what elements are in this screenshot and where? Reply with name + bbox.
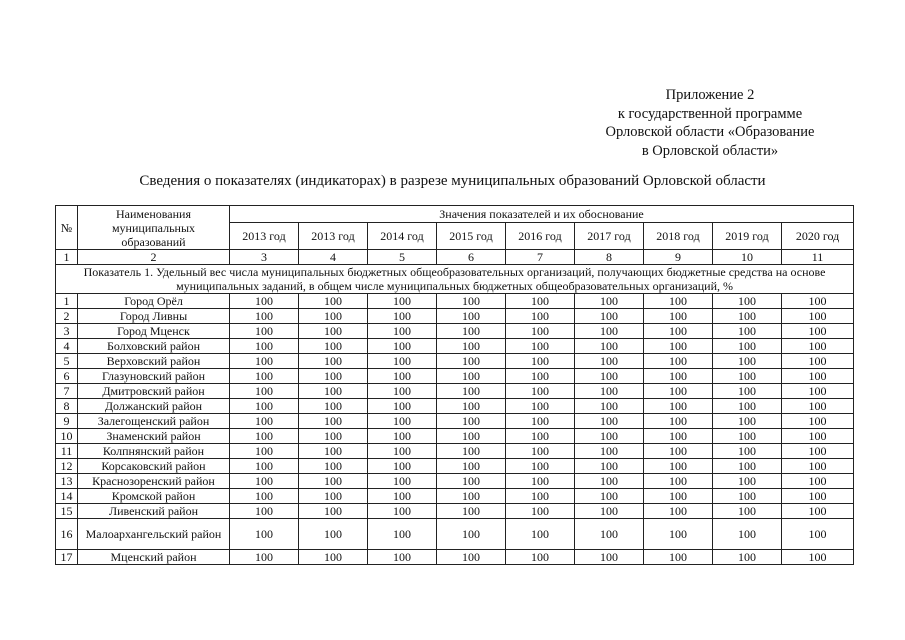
column-number: 10 bbox=[713, 250, 782, 265]
value-cell: 100 bbox=[299, 324, 368, 339]
row-number: 16 bbox=[56, 519, 78, 550]
column-number: 3 bbox=[230, 250, 299, 265]
table-row bbox=[56, 324, 854, 339]
municipality-name: Верховский район bbox=[78, 354, 230, 369]
value-cell: 100 bbox=[437, 369, 506, 384]
value-cell: 100 bbox=[368, 309, 437, 324]
value-cell: 100 bbox=[575, 414, 644, 429]
value-cell: 100 bbox=[713, 429, 782, 444]
value-cell: 100 bbox=[230, 384, 299, 399]
municipality-name: Болховский район bbox=[78, 339, 230, 354]
value-cell: 100 bbox=[644, 309, 713, 324]
municipality-name: Город Ливны bbox=[78, 309, 230, 324]
appendix-line: к государственной программе bbox=[617, 105, 803, 122]
value-cell: 100 bbox=[506, 429, 575, 444]
municipality-name: Город Мценск bbox=[78, 324, 230, 339]
value-cell: 100 bbox=[575, 550, 644, 565]
column-number: 1 bbox=[56, 250, 78, 265]
value-cell: 100 bbox=[230, 324, 299, 339]
value-cell: 100 bbox=[782, 354, 854, 369]
value-cell: 100 bbox=[644, 339, 713, 354]
value-cell: 100 bbox=[437, 550, 506, 565]
value-cell: 100 bbox=[575, 384, 644, 399]
value-cell: 100 bbox=[299, 519, 368, 550]
value-cell: 100 bbox=[575, 309, 644, 324]
value-cell: 100 bbox=[230, 339, 299, 354]
table-row bbox=[56, 504, 854, 519]
value-cell: 100 bbox=[368, 489, 437, 504]
value-cell: 100 bbox=[299, 474, 368, 489]
value-cell: 100 bbox=[368, 504, 437, 519]
value-cell: 100 bbox=[230, 369, 299, 384]
value-cell: 100 bbox=[368, 384, 437, 399]
value-cell: 100 bbox=[644, 504, 713, 519]
value-cell: 100 bbox=[437, 294, 506, 309]
row-number: 4 bbox=[56, 339, 78, 354]
value-cell: 100 bbox=[644, 354, 713, 369]
value-cell: 100 bbox=[713, 294, 782, 309]
value-cell: 100 bbox=[713, 474, 782, 489]
header-year: 2014 год bbox=[368, 223, 437, 250]
value-cell: 100 bbox=[644, 399, 713, 414]
table-row bbox=[56, 489, 854, 504]
value-cell: 100 bbox=[782, 309, 854, 324]
column-number: 9 bbox=[644, 250, 713, 265]
value-cell: 100 bbox=[782, 489, 854, 504]
value-cell: 100 bbox=[575, 369, 644, 384]
row-number: 7 bbox=[56, 384, 78, 399]
value-cell: 100 bbox=[575, 504, 644, 519]
value-cell: 100 bbox=[644, 429, 713, 444]
value-cell: 100 bbox=[575, 339, 644, 354]
value-cell: 100 bbox=[368, 369, 437, 384]
municipality-name: Малоархангельский район bbox=[78, 519, 230, 550]
value-cell: 100 bbox=[644, 384, 713, 399]
value-cell: 100 bbox=[713, 399, 782, 414]
value-cell: 100 bbox=[575, 429, 644, 444]
value-cell: 100 bbox=[713, 504, 782, 519]
row-number: 15 bbox=[56, 504, 78, 519]
value-cell: 100 bbox=[782, 399, 854, 414]
value-cell: 100 bbox=[506, 384, 575, 399]
value-cell: 100 bbox=[782, 339, 854, 354]
value-cell: 100 bbox=[230, 444, 299, 459]
value-cell: 100 bbox=[782, 384, 854, 399]
value-cell: 100 bbox=[506, 309, 575, 324]
row-number: 1 bbox=[56, 294, 78, 309]
row-number: 12 bbox=[56, 459, 78, 474]
value-cell: 100 bbox=[299, 550, 368, 565]
value-cell: 100 bbox=[782, 429, 854, 444]
value-cell: 100 bbox=[782, 414, 854, 429]
value-cell: 100 bbox=[575, 519, 644, 550]
value-cell: 100 bbox=[437, 504, 506, 519]
header-year: 2019 год bbox=[713, 223, 782, 250]
row-number: 9 bbox=[56, 414, 78, 429]
column-number: 4 bbox=[299, 250, 368, 265]
value-cell: 100 bbox=[299, 489, 368, 504]
value-cell: 100 bbox=[437, 474, 506, 489]
value-cell: 100 bbox=[368, 429, 437, 444]
value-cell: 100 bbox=[575, 294, 644, 309]
value-cell: 100 bbox=[230, 504, 299, 519]
value-cell: 100 bbox=[230, 309, 299, 324]
value-cell: 100 bbox=[299, 384, 368, 399]
header-year: 2016 год bbox=[506, 223, 575, 250]
value-cell: 100 bbox=[644, 294, 713, 309]
value-cell: 100 bbox=[782, 504, 854, 519]
value-cell: 100 bbox=[782, 294, 854, 309]
header-year: 2020 год bbox=[782, 223, 854, 250]
value-cell: 100 bbox=[437, 339, 506, 354]
value-cell: 100 bbox=[230, 414, 299, 429]
value-cell: 100 bbox=[713, 550, 782, 565]
value-cell: 100 bbox=[506, 414, 575, 429]
value-cell: 100 bbox=[230, 429, 299, 444]
indicators-table bbox=[55, 205, 854, 565]
value-cell: 100 bbox=[713, 309, 782, 324]
table-row bbox=[56, 414, 854, 429]
appendix-line: Приложение 2 bbox=[665, 87, 755, 103]
value-cell: 100 bbox=[782, 550, 854, 565]
value-cell: 100 bbox=[506, 519, 575, 550]
value-cell: 100 bbox=[506, 459, 575, 474]
value-cell: 100 bbox=[575, 324, 644, 339]
value-cell: 100 bbox=[299, 414, 368, 429]
value-cell: 100 bbox=[506, 550, 575, 565]
value-cell: 100 bbox=[713, 444, 782, 459]
value-cell: 100 bbox=[437, 429, 506, 444]
municipality-name: Город Орёл bbox=[78, 294, 230, 309]
value-cell: 100 bbox=[230, 459, 299, 474]
value-cell: 100 bbox=[506, 399, 575, 414]
value-cell: 100 bbox=[782, 519, 854, 550]
value-cell: 100 bbox=[506, 369, 575, 384]
value-cell: 100 bbox=[575, 459, 644, 474]
value-cell: 100 bbox=[644, 550, 713, 565]
row-number: 3 bbox=[56, 324, 78, 339]
municipality-name: Краснозоренский район bbox=[78, 474, 230, 489]
value-cell: 100 bbox=[644, 414, 713, 429]
value-cell: 100 bbox=[506, 474, 575, 489]
value-cell: 100 bbox=[299, 504, 368, 519]
value-cell: 100 bbox=[299, 399, 368, 414]
value-cell: 100 bbox=[644, 474, 713, 489]
value-cell: 100 bbox=[644, 519, 713, 550]
value-cell: 100 bbox=[299, 354, 368, 369]
value-cell: 100 bbox=[437, 384, 506, 399]
value-cell: 100 bbox=[782, 459, 854, 474]
value-cell: 100 bbox=[230, 354, 299, 369]
row-number: 17 bbox=[56, 550, 78, 565]
value-cell: 100 bbox=[437, 354, 506, 369]
municipality-name: Ливенский район bbox=[78, 504, 230, 519]
table-row bbox=[56, 399, 854, 414]
row-number: 14 bbox=[56, 489, 78, 504]
value-cell: 100 bbox=[713, 369, 782, 384]
appendix-block bbox=[560, 86, 860, 160]
value-cell: 100 bbox=[368, 414, 437, 429]
row-number: 5 bbox=[56, 354, 78, 369]
indicator-title: Показатель 1. Удельный вес числа муниципальных бюджетных общеобразовательных организаций, получающих бюджетные средства на основе муниципальных заданий, в общем числе муниципальных бюджетных общеобразовательных организаций, % bbox=[56, 265, 854, 294]
value-cell: 100 bbox=[506, 324, 575, 339]
value-cell: 100 bbox=[506, 339, 575, 354]
table-row bbox=[56, 550, 854, 565]
value-cell: 100 bbox=[437, 489, 506, 504]
value-cell: 100 bbox=[299, 429, 368, 444]
value-cell: 100 bbox=[713, 339, 782, 354]
value-cell: 100 bbox=[437, 519, 506, 550]
value-cell: 100 bbox=[230, 489, 299, 504]
value-cell: 100 bbox=[437, 414, 506, 429]
value-cell: 100 bbox=[506, 444, 575, 459]
table-row bbox=[56, 369, 854, 384]
value-cell: 100 bbox=[230, 474, 299, 489]
value-cell: 100 bbox=[230, 550, 299, 565]
value-cell: 100 bbox=[368, 550, 437, 565]
municipality-name: Глазуновский район bbox=[78, 369, 230, 384]
value-cell: 100 bbox=[299, 309, 368, 324]
row-number: 8 bbox=[56, 399, 78, 414]
value-cell: 100 bbox=[644, 444, 713, 459]
value-cell: 100 bbox=[713, 519, 782, 550]
value-cell: 100 bbox=[713, 489, 782, 504]
municipality-name: Колпнянский район bbox=[78, 444, 230, 459]
value-cell: 100 bbox=[644, 324, 713, 339]
document-title: Сведения о показателях (индикаторах) в разрезе муниципальных образований Орловской области bbox=[139, 173, 766, 189]
header-year: 2018 год bbox=[644, 223, 713, 250]
value-cell: 100 bbox=[368, 474, 437, 489]
value-cell: 100 bbox=[230, 519, 299, 550]
value-cell: 100 bbox=[299, 339, 368, 354]
table-row bbox=[56, 444, 854, 459]
header-values-group: Значения показателей и их обоснование bbox=[230, 206, 854, 223]
table-row bbox=[56, 294, 854, 309]
municipality-name: Мценский район bbox=[78, 550, 230, 565]
value-cell: 100 bbox=[782, 369, 854, 384]
header-year: 2017 год bbox=[575, 223, 644, 250]
value-cell: 100 bbox=[713, 324, 782, 339]
municipality-name: Дмитровский район bbox=[78, 384, 230, 399]
value-cell: 100 bbox=[299, 294, 368, 309]
municipality-name: Должанский район bbox=[78, 399, 230, 414]
value-cell: 100 bbox=[437, 399, 506, 414]
value-cell: 100 bbox=[713, 354, 782, 369]
value-cell: 100 bbox=[506, 504, 575, 519]
value-cell: 100 bbox=[713, 459, 782, 474]
value-cell: 100 bbox=[437, 444, 506, 459]
municipality-name: Залегощенский район bbox=[78, 414, 230, 429]
appendix-line: в Орловской области» bbox=[641, 142, 779, 159]
value-cell: 100 bbox=[713, 384, 782, 399]
value-cell: 100 bbox=[575, 474, 644, 489]
column-number: 6 bbox=[437, 250, 506, 265]
header-year: 2013 год bbox=[230, 223, 299, 250]
row-number: 13 bbox=[56, 474, 78, 489]
value-cell: 100 bbox=[782, 324, 854, 339]
value-cell: 100 bbox=[368, 459, 437, 474]
value-cell: 100 bbox=[782, 474, 854, 489]
value-cell: 100 bbox=[368, 294, 437, 309]
table-row bbox=[56, 474, 854, 489]
value-cell: 100 bbox=[299, 444, 368, 459]
value-cell: 100 bbox=[368, 519, 437, 550]
value-cell: 100 bbox=[575, 444, 644, 459]
value-cell: 100 bbox=[506, 489, 575, 504]
table-row bbox=[56, 309, 854, 324]
value-cell: 100 bbox=[437, 459, 506, 474]
value-cell: 100 bbox=[437, 324, 506, 339]
row-number: 10 bbox=[56, 429, 78, 444]
value-cell: 100 bbox=[368, 444, 437, 459]
table-row bbox=[56, 459, 854, 474]
value-cell: 100 bbox=[713, 414, 782, 429]
value-cell: 100 bbox=[299, 459, 368, 474]
value-cell: 100 bbox=[368, 399, 437, 414]
value-cell: 100 bbox=[368, 339, 437, 354]
column-number: 5 bbox=[368, 250, 437, 265]
value-cell: 100 bbox=[575, 489, 644, 504]
appendix-line: Орловской области «Образование bbox=[605, 124, 815, 140]
header-number: № bbox=[56, 206, 78, 250]
municipality-name: Корсаковский район bbox=[78, 459, 230, 474]
value-cell: 100 bbox=[230, 294, 299, 309]
value-cell: 100 bbox=[644, 489, 713, 504]
row-number: 2 bbox=[56, 309, 78, 324]
table-row bbox=[56, 339, 854, 354]
value-cell: 100 bbox=[299, 369, 368, 384]
value-cell: 100 bbox=[644, 459, 713, 474]
value-cell: 100 bbox=[506, 354, 575, 369]
table-row bbox=[56, 354, 854, 369]
header-municipality: Наименования муниципальных образований bbox=[78, 206, 230, 250]
table-row bbox=[56, 429, 854, 444]
value-cell: 100 bbox=[506, 294, 575, 309]
table-row bbox=[56, 519, 854, 550]
value-cell: 100 bbox=[644, 369, 713, 384]
column-number: 7 bbox=[506, 250, 575, 265]
value-cell: 100 bbox=[368, 354, 437, 369]
row-number: 6 bbox=[56, 369, 78, 384]
value-cell: 100 bbox=[368, 324, 437, 339]
header-year: 2015 год bbox=[437, 223, 506, 250]
value-cell: 100 bbox=[230, 399, 299, 414]
value-cell: 100 bbox=[575, 354, 644, 369]
column-number: 8 bbox=[575, 250, 644, 265]
column-number: 2 bbox=[78, 250, 230, 265]
header-year: 2013 год bbox=[299, 223, 368, 250]
municipality-name: Кромской район bbox=[78, 489, 230, 504]
value-cell: 100 bbox=[575, 399, 644, 414]
value-cell: 100 bbox=[437, 309, 506, 324]
row-number: 11 bbox=[56, 444, 78, 459]
municipality-name: Знаменский район bbox=[78, 429, 230, 444]
column-number: 11 bbox=[782, 250, 854, 265]
value-cell: 100 bbox=[782, 444, 854, 459]
table-row bbox=[56, 384, 854, 399]
